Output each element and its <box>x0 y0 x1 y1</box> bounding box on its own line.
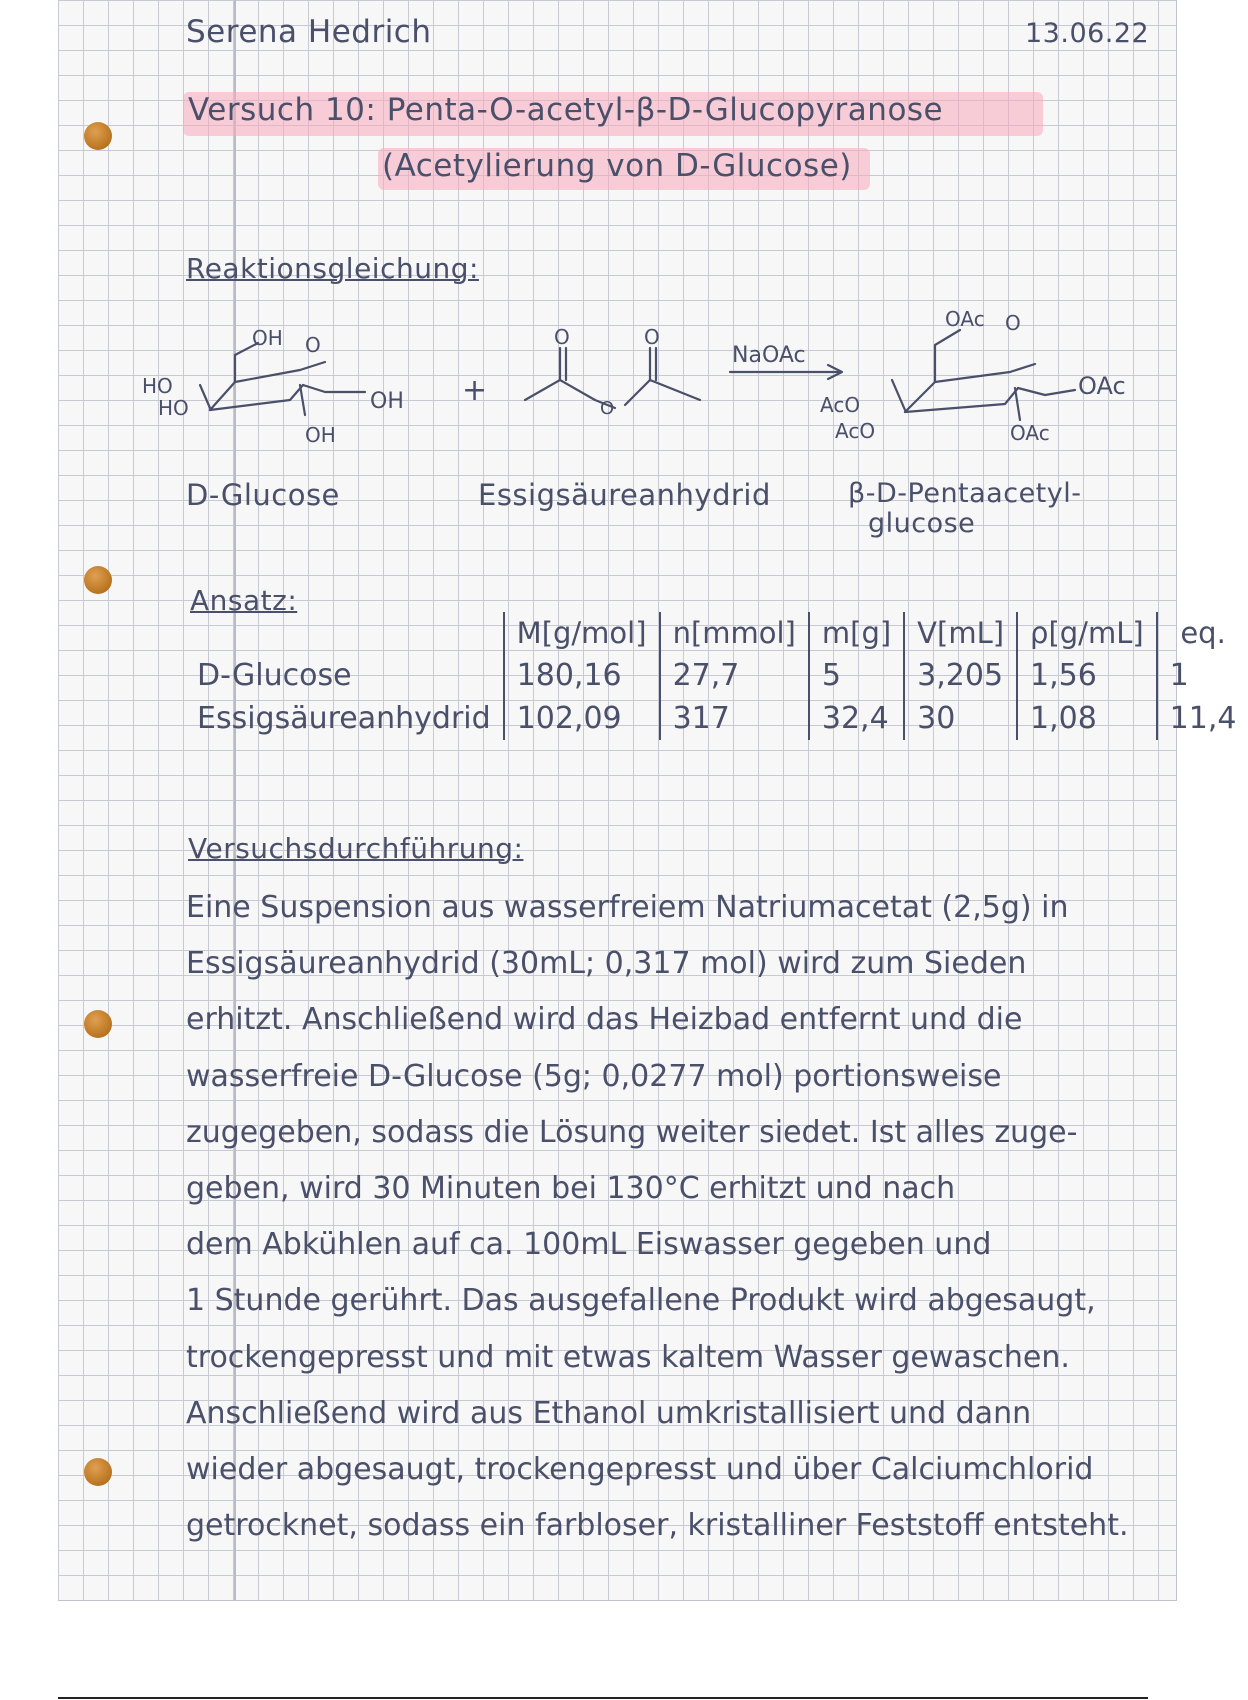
date: 13.06.22 <box>1025 18 1150 49</box>
product-aco-label: AcO <box>820 393 861 417</box>
anhydride-label: Essigsäureanhydrid <box>478 478 771 512</box>
product-label-line1: β-D-Pentaacetyl- <box>848 478 1082 509</box>
column-header: m[g] <box>809 612 904 654</box>
glucose-anomeric-oh-label: OH <box>370 389 404 414</box>
author-name: Serena Hedrich <box>186 14 432 50</box>
glucose-oh-lower-label: OH <box>305 423 336 447</box>
glucose-ho-label-2: HO <box>158 396 189 420</box>
table-cell: 27,7 <box>660 654 809 697</box>
product-aco-label-2: AcO <box>835 419 876 443</box>
procedure-line: geben, wird 30 Minuten bei 130°C erhitzt und nach <box>186 1171 956 1207</box>
procedure-heading: Versuchsdurchführung: <box>188 832 524 865</box>
procedure-line: Eine Suspension aus wasserfreiem Natriumacetat (2,5g) in <box>186 890 1069 925</box>
column-header: eq. <box>1157 612 1248 654</box>
procedure-line: trockengepresst und mit etwas kaltem Wasser gewaschen. <box>186 1339 1070 1375</box>
procedure-line: 1 Stunde gerührt. Das ausgefallene Produkt wird abgesaugt, <box>186 1283 1096 1319</box>
table-cell: 1 <box>1157 654 1248 697</box>
column-header: M[g/mol] <box>504 612 660 654</box>
glucose-label: D-Glucose <box>186 478 340 512</box>
procedure-text <box>186 880 1129 1554</box>
table-cell: 317 <box>660 697 809 740</box>
procedure-line: wasserfreie D-Glucose (5g; 0,0277 mol) portionsweise <box>186 1058 1002 1094</box>
table-cell: 180,16 <box>504 654 660 697</box>
table-row <box>185 697 1248 740</box>
plus-sign: + <box>462 373 488 408</box>
procedure-line: zugegeben, sodass die Lösung weiter siedet. Ist alles zuge- <box>186 1114 1078 1150</box>
procedure-line: erhitzt. Anschließend wird das Heizbad entfernt und die <box>186 1002 1023 1038</box>
anhydride-bridge-o-label: O <box>600 398 615 419</box>
anhydride-carbonyl-o-label-2: O <box>644 325 660 349</box>
column-header: n[mmol] <box>660 612 809 654</box>
table-cell: 11,4 <box>1157 697 1248 740</box>
table-cell: 1,08 <box>1017 697 1157 740</box>
procedure-line: Anschließend wird aus Ethanol umkristallisiert und dann <box>186 1395 1032 1431</box>
punch-hole <box>84 1010 112 1038</box>
glucose-ring-o-label: O <box>305 333 321 357</box>
bottom-rule <box>58 1697 1148 1699</box>
product-oac-lower-label: OAc <box>1010 421 1050 445</box>
table-cell: 102,09 <box>504 697 660 740</box>
punch-hole <box>84 1458 112 1486</box>
glucose-oh-label: OH <box>252 326 283 350</box>
table-cell: 32,4 <box>809 697 904 740</box>
punch-hole <box>84 566 112 594</box>
table-cell: 1,56 <box>1017 654 1157 697</box>
experiment-title: Versuch 10: Penta-O-acetyl-β-D-Glucopyranose <box>188 92 944 128</box>
procedure-line: Essigsäureanhydrid (30mL; 0,317 mol) wird zum Sieden <box>186 946 1027 982</box>
procedure-line: getrocknet, sodass ein farbloser, kristalliner Feststoff entsteht. <box>186 1508 1129 1544</box>
procedure-line: dem Abkühlen auf ca. 100mL Eiswasser gegeben und <box>186 1227 992 1263</box>
product-ring-o-label: O <box>1005 311 1021 335</box>
reaction-scheme <box>0 0 1200 560</box>
procedure-line: wieder abgesaugt, trockengepresst und über Calciumchlorid <box>186 1452 1094 1488</box>
table-row <box>185 654 1248 697</box>
column-header: ρ[g/mL] <box>1017 612 1157 654</box>
ansatz-heading: Ansatz: <box>190 584 298 617</box>
table-cell: 3,205 <box>904 654 1017 697</box>
glucose-ho-label: HO <box>142 374 173 398</box>
reagent-label: NaOAc <box>732 343 806 368</box>
table-cell: 30 <box>904 697 1017 740</box>
row-label: D-Glucose <box>197 658 352 693</box>
ansatz-table <box>185 612 1248 740</box>
table-cell: 5 <box>809 654 904 697</box>
experiment-subtitle: (Acetylierung von D-Glucose) <box>382 148 852 184</box>
column-header: V[mL] <box>904 612 1017 654</box>
reaction-heading: Reaktionsgleichung: <box>186 252 479 285</box>
row-label: Essigsäureanhydrid <box>197 701 491 736</box>
product-oac-anomeric-label: OAc <box>1078 372 1126 400</box>
anhydride-carbonyl-o-label: O <box>554 325 570 349</box>
table-header-row <box>185 612 1248 654</box>
product-label-line2: glucose <box>868 508 976 539</box>
product-oac-top-label: OAc <box>945 307 985 331</box>
